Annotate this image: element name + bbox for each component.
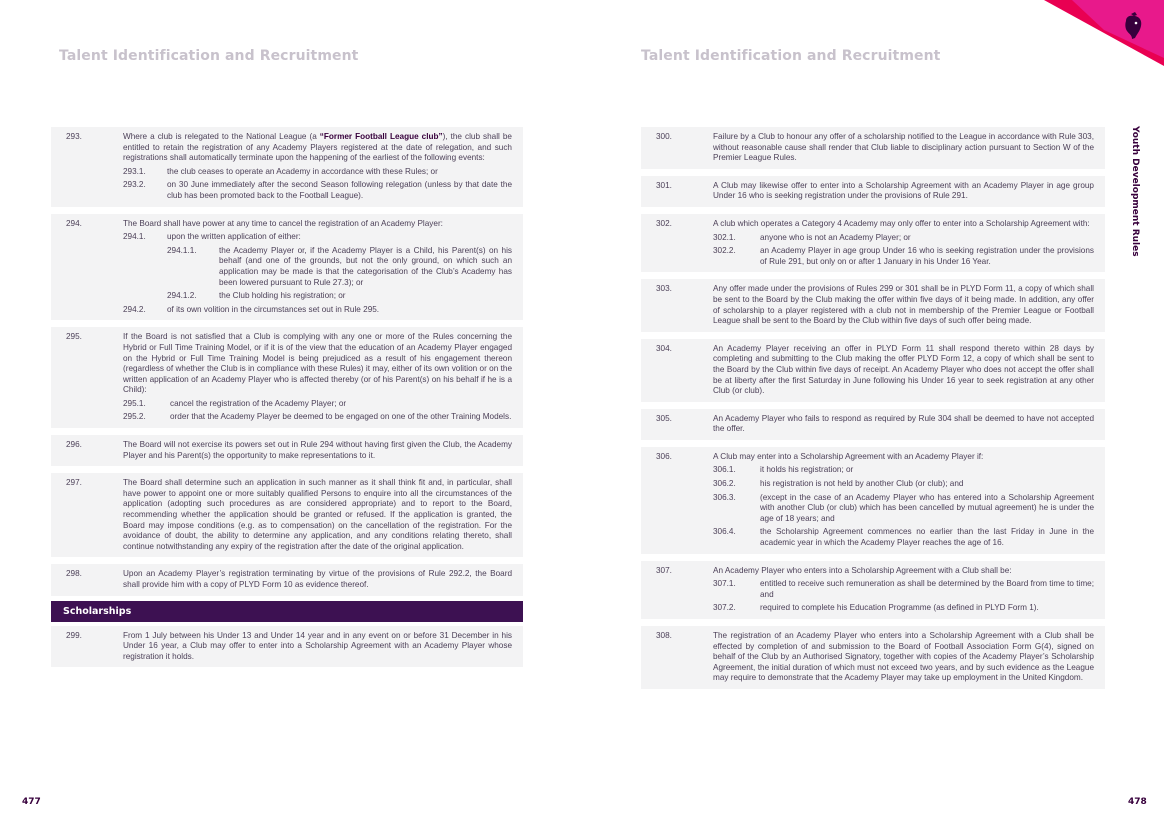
sub-rule bbox=[713, 479, 1094, 490]
pink-corner-shape-icon bbox=[1044, 0, 1164, 66]
sub-rule-number: 293.2. bbox=[123, 180, 146, 190]
rule-number: 297. bbox=[66, 478, 82, 488]
rule-293 bbox=[51, 127, 523, 207]
right-page-header: Talent Identification and Recruitment bbox=[641, 48, 941, 64]
sub-rule bbox=[713, 493, 1094, 525]
rule-299 bbox=[51, 626, 523, 668]
sub-rule-number: 293.1. bbox=[123, 166, 146, 176]
sub-sub-rule-number: 294.1.2. bbox=[167, 291, 197, 301]
rule-number: 293. bbox=[66, 132, 82, 141]
rule-306 bbox=[641, 447, 1105, 554]
rule-text: Any offer made under the provisions of Rules 299 or 301 shall be in PLYD Form 11, a copy of which shall be sent to the Board by the Club making the offer within five days of it being made. In addition, any offer of scholarship to a player registered with a club not in membership of the Premier League or Football League shall be sent to the Board by the Club within five days of such offer being made. bbox=[713, 284, 1094, 326]
sub-rule bbox=[123, 412, 512, 423]
left-page-number: 477 bbox=[22, 797, 41, 807]
rule-302 bbox=[641, 214, 1105, 272]
premier-league-lion-icon bbox=[1122, 12, 1144, 40]
sub-rule-number: 294.1. bbox=[123, 232, 146, 242]
rule-text: The Board will not exercise its powers set out in Rule 294 without having first given the Club, the Academy Player and his Parent(s) the opportunity to make representations to it. bbox=[123, 440, 512, 460]
sub-rule-text: it holds his registration; or bbox=[760, 465, 854, 475]
sub-rule-text: the Scholarship Agreement commences no earlier than the last Friday in June in the academic year in which the Academy Player reaches the age of 16. bbox=[760, 527, 1094, 548]
rule-text-part: A club which operates a Category 4 Academy may only offer to enter into a Scholarship Agreement with: bbox=[713, 218, 1090, 228]
rule-number: 303. bbox=[656, 284, 672, 294]
rule-text: A Club may likewise offer to enter into a Scholarship Agreement with an Academy Player in age group Under 16 who is seeking registration under the provisions of Rule 291. bbox=[713, 180, 1094, 201]
rule-number: 306. bbox=[656, 451, 672, 461]
sub-rule-text: an Academy Player in age group Under 16 who is seeking registration under the provisions of Rule 291, but only on or after 1 January in his Under 16 Year. bbox=[760, 246, 1094, 266]
rule-number: 299. bbox=[66, 630, 82, 640]
sub-rule-text: anyone who is not an Academy Player; or bbox=[760, 232, 911, 242]
sub-rule-number: 302.1. bbox=[713, 232, 736, 242]
left-column bbox=[51, 127, 523, 674]
sub-rule bbox=[123, 180, 512, 201]
rule-298 bbox=[51, 564, 523, 595]
rule-300 bbox=[641, 127, 1105, 169]
sub-rule-text: cancel the registration of the Academy Player; or bbox=[170, 398, 347, 408]
sub-rule-number: 302.2. bbox=[713, 246, 736, 256]
rule-307 bbox=[641, 561, 1105, 619]
rule-number: 307. bbox=[656, 565, 672, 575]
sub-rule bbox=[123, 232, 512, 243]
sub-rule bbox=[713, 527, 1094, 548]
right-column bbox=[641, 127, 1105, 696]
rule-text bbox=[713, 452, 1094, 549]
sub-rule bbox=[123, 399, 512, 410]
rule-number: 298. bbox=[66, 569, 82, 579]
rule-number: 294. bbox=[66, 218, 82, 228]
sub-rule-text: the club ceases to operate an Academy in accordance with these Rules; or bbox=[167, 166, 438, 176]
sub-rule-number: 295.2. bbox=[123, 412, 146, 422]
rule-text-part: A Club may enter into a Scholarship Agreement with an Academy Player if: bbox=[713, 451, 984, 461]
sub-rule-text: required to complete his Education Programme (as defined in PLYD Form 1). bbox=[760, 603, 1039, 613]
rule-number: 302. bbox=[656, 218, 672, 228]
rule-text-part: Where a club is relegated to the National League (a bbox=[123, 132, 320, 141]
rule-text: The Board shall determine such an application in such manner as it shall think fit and, in particular, shall have power to appoint one or more suitably qualified Persons to enquire into all the circumstances of the application (adopting such procedures as are considered appropriate) and to report to the Board, recommending whether the application should be granted or refused. If the application is granted, the Board may impose conditions (e.g. as to compensation) on the cancellation of the registration. For the avoidance of doubt, the ability to determine any application, and any conditions relating thereto, shall continue notwithstanding any expiry of the registration after the date of the original application. bbox=[123, 478, 512, 551]
sub-rule bbox=[713, 465, 1094, 476]
sub-rule-text: of its own volition in the circumstances set out in Rule 295. bbox=[167, 304, 380, 314]
rule-text: From 1 July between his Under 13 and Under 14 year and in any event on or before 31 December in his Under 16 year, a Club may offer to enter into a Scholarship Agreement with an Academy Player whose registration it holds. bbox=[123, 630, 512, 661]
rule-text: An Academy Player who fails to respond as required by Rule 304 shall be deemed to have not accepted the offer. bbox=[713, 413, 1094, 434]
rule-number: 300. bbox=[656, 132, 672, 141]
sub-rule bbox=[713, 233, 1094, 244]
sub-rule-text: entitled to receive such remuneration as shall be determined by the Board from time to time; and bbox=[760, 579, 1094, 599]
sub-rule-number: 306.3. bbox=[713, 492, 736, 502]
side-label: Youth Development Rules bbox=[1130, 126, 1140, 257]
sub-rule-number: 306.1. bbox=[713, 465, 736, 475]
sub-rule-text: order that the Academy Player be deemed to be engaged on one of the other Training Models. bbox=[170, 412, 512, 422]
rule-text-part: An Academy Player who enters into a Scholarship Agreement with a Club shall be: bbox=[713, 565, 1012, 575]
section-heading-scholarships: Scholarships bbox=[51, 601, 523, 622]
rule-297 bbox=[51, 473, 523, 557]
sub-sub-rule-text: the Club holding his registration; or bbox=[219, 291, 346, 301]
sub-sub-rule bbox=[123, 291, 512, 302]
rule-number: 308. bbox=[656, 631, 672, 640]
sub-sub-rule-text: the Academy Player or, if the Academy Player is a Child, his Parent(s) on his behalf (and one of the grounds, but not the only ground, on which such an application may be made is that the categorisation of the Club’s Academy has been lowered pursuant to Rule 27.3); or bbox=[219, 245, 512, 287]
sub-sub-rule bbox=[123, 246, 512, 288]
rule-text bbox=[123, 132, 512, 202]
sub-rule bbox=[123, 167, 512, 178]
rule-294 bbox=[51, 214, 523, 321]
rule-text bbox=[713, 566, 1094, 614]
sub-rule-text: upon the written application of either: bbox=[167, 232, 301, 242]
right-page-number: 478 bbox=[1128, 797, 1147, 807]
sub-rule-number: 306.4. bbox=[713, 527, 736, 537]
rule-number: 296. bbox=[66, 440, 82, 450]
rule-308 bbox=[641, 626, 1105, 689]
rule-text: Failure by a Club to honour any offer of a scholarship notified to the League in accordance with Rule 303, without reasonable cause shall render that Club liable to disciplinary action pursuant to Section W of the Premier League Rules. bbox=[713, 132, 1094, 163]
rule-303 bbox=[641, 279, 1105, 331]
sub-rule bbox=[713, 603, 1094, 614]
sub-rule bbox=[713, 246, 1094, 267]
rule-number: 301. bbox=[656, 180, 672, 190]
sub-rule-number: 295.1. bbox=[123, 398, 146, 408]
rule-text: The registration of an Academy Player who enters into a Scholarship Agreement with a Club shall be effected by completion of and submission to the Board of Football Association Form G(4), signed on behalf of the Club by an Authorised Signatory, together with copies of the Academy Player’s Scholarship Agreement, the initial duration of which must not exceed two years, and by such evidence as the League may require to demonstrate that the Academy Player may take up employment in the United Kingdom. bbox=[713, 631, 1094, 683]
rule-text-part: If the Board is not satisfied that a Club is complying with any one or more of the Rules concerning the Hybrid or Full Time Training Model, or if it is of the view that the education of an Academy Player engaged on the Hybrid or Full Time Training Model is being prejudiced as a result of his engagement thereon (regardless of whether the Club is in compliance with these Rules) it may, either of its own volition or on the written application of an Academy Player who is affected thereby (or of his Parent(s) on his behalf if he is a Child): bbox=[123, 332, 512, 395]
rule-text-part: ), the club shall be entitled to retain the registration of any Academy Players registered at the date of relegation, and such registrations shall automatically terminate upon the happening of the earliest of the following events: bbox=[123, 132, 512, 163]
sub-rule-text: on 30 June immediately after the second Season following relegation (unless by that date the club has been promoted back to the Football League). bbox=[167, 180, 512, 200]
defined-term: “Former Football League club” bbox=[319, 132, 443, 141]
sub-rule-number: 307.1. bbox=[713, 579, 736, 589]
sub-rule-text: (except in the case of an Academy Player who has entered into a Scholarship Agreement with another Club (or club) which has been cancelled by mutual agreement) he is under the age of 18 years; and bbox=[760, 492, 1094, 523]
left-page-header: Talent Identification and Recruitment bbox=[59, 48, 359, 64]
sub-rule-text: his registration is not held by another Club (or club); and bbox=[760, 479, 964, 489]
rule-text bbox=[123, 332, 512, 423]
rule-text: Upon an Academy Player’s registration terminating by virtue of the provisions of Rule 292.2, the Board shall provide him with a copy of PLYD Form 10 as evidence thereof. bbox=[123, 569, 512, 589]
rule-number: 305. bbox=[656, 413, 672, 423]
rule-text: An Academy Player receiving an offer in PLYD Form 11 shall respond thereto within 28 days by completing and submitting to the Club making the offer PLYD Form 12, a copy of which shall be sent to the Board by the Club within five days of receipt. An Academy Player who does not accept the offer shall be at liberty after the first Saturday in June following his Under 16 year to seek registration at any other Club (or club). bbox=[713, 343, 1094, 396]
sub-rule-number: 294.2. bbox=[123, 304, 146, 314]
sub-rule-number: 307.2. bbox=[713, 603, 736, 613]
rule-295 bbox=[51, 327, 523, 428]
rule-number: 295. bbox=[66, 332, 82, 342]
rule-text-part: The Board shall have power at any time to cancel the registration of an Academy Player: bbox=[123, 218, 443, 228]
rule-301 bbox=[641, 176, 1105, 207]
rule-304 bbox=[641, 339, 1105, 402]
sub-rule bbox=[123, 305, 512, 316]
rule-text bbox=[713, 219, 1094, 267]
sub-rule bbox=[713, 579, 1094, 600]
rule-305 bbox=[641, 409, 1105, 440]
rule-296 bbox=[51, 435, 523, 466]
sub-sub-rule-number: 294.1.1. bbox=[167, 245, 197, 255]
sub-rule-number: 306.2. bbox=[713, 479, 736, 489]
rule-text bbox=[123, 219, 512, 316]
rule-number: 304. bbox=[656, 343, 672, 353]
